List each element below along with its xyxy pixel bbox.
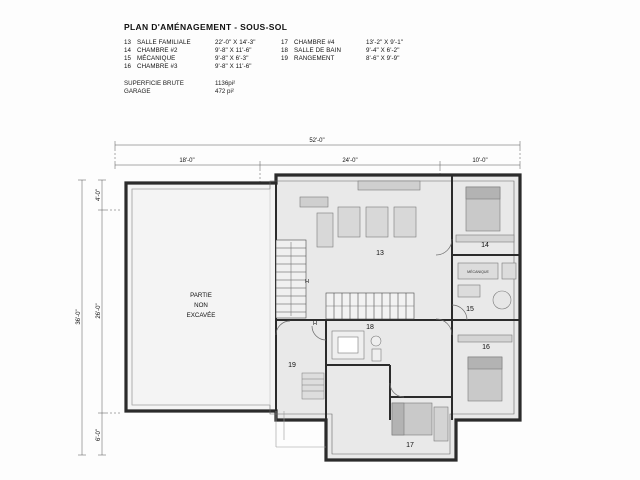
legend-name: CHAMBRE #3: [137, 63, 178, 70]
stairs-central: [326, 293, 414, 319]
area-value: 1136pi²: [215, 80, 236, 87]
legend-dimension: 9'-4" X 6'-2": [366, 47, 400, 54]
legend-block: [124, 22, 426, 95]
legend-dimension: 9'-8" X 11'-6": [215, 47, 252, 54]
plan-svg: [70, 135, 570, 465]
legend-number: 14: [124, 47, 131, 54]
room-number-family: 13: [376, 250, 384, 257]
dim-left-seg-1: 4'-0": [96, 189, 102, 201]
unexcavated-label-line-3: EXCAVÉE: [186, 312, 216, 319]
area-label: SUPERFICIE BRUTE: [124, 80, 184, 87]
legend-number: 13: [124, 39, 131, 46]
legend-row: [281, 39, 426, 46]
legend-row: [124, 47, 281, 54]
legend-number: 19: [281, 55, 288, 62]
dim-top-seg-1: 18'-0": [179, 158, 195, 164]
legend-name: SALLE DE BAIN: [294, 47, 342, 54]
room-number-mechanical: 15: [466, 306, 474, 313]
unexcavated-label-line-1: PARTIE: [190, 292, 212, 299]
legend-dimension: 8'-6" X 9'-9": [366, 55, 400, 62]
legend-name: CHAMBRE #2: [137, 47, 178, 54]
legend-dimension: 13'-2" X 9'-1": [366, 39, 404, 46]
legend-dimension: 22'-0" X 14'-3": [215, 39, 256, 46]
dim-top-seg-2: 24'-0": [342, 158, 358, 164]
bedroom4-furniture: [392, 403, 448, 441]
legend-name: RANGEMENT: [294, 55, 335, 62]
room-number-bedroom3: 16: [482, 344, 490, 351]
dim-top-overall: 52'-0": [309, 138, 325, 144]
area-label: GARAGE: [124, 88, 151, 95]
legend-number: 17: [281, 39, 288, 46]
room-number-bedroom4: 17: [406, 442, 414, 449]
legend-dimension: 9'-8" X 6'-3": [215, 55, 249, 62]
dim-left-seg-2: 26'-0": [96, 303, 102, 319]
legend-number: 18: [281, 47, 288, 54]
dim-top-seg-3: 10'-0": [472, 158, 488, 164]
legend-column-left: [124, 39, 281, 70]
unexcavated-label-line-2: NON: [194, 302, 208, 309]
dim-left-overall: 36'-0": [76, 309, 82, 325]
legend-row: [124, 63, 281, 70]
stairs-upper: [276, 240, 306, 318]
legend-row: [281, 55, 426, 62]
legend-columns: [124, 39, 426, 70]
area-summary: [124, 80, 426, 95]
area-value: 472 pi²: [215, 88, 234, 95]
room-number-bathroom: 18: [366, 324, 374, 331]
legend-row: [281, 47, 426, 54]
room-number-storage: 19: [288, 362, 296, 369]
room-number-bedroom2: 14: [481, 242, 489, 249]
dim-left-seg-3: 6'-0": [96, 429, 102, 441]
hall-marker-upper: H: [305, 279, 309, 285]
legend-number: 15: [124, 55, 131, 62]
plan-drawing: [70, 135, 570, 465]
legend-dimension: 9'-8" X 11'-6": [215, 63, 252, 70]
area-row: [124, 80, 426, 87]
page-title: PLAN D'AMÉNAGEMENT - SOUS-SOL: [124, 22, 288, 32]
mechanical-equipment-label: MÉCANIQUE: [467, 270, 489, 274]
legend-row: [124, 55, 281, 62]
area-row: [124, 88, 426, 95]
legend-name: SALLE FAMILIALE: [137, 39, 191, 46]
legend-name: MÉCANIQUE: [137, 55, 176, 62]
legend-row: [124, 39, 281, 46]
legend-column-right: [281, 39, 426, 70]
hall-marker-lower: H: [313, 321, 317, 327]
legend-name: CHAMBRE #4: [294, 39, 335, 46]
legend-number: 16: [124, 63, 131, 70]
storage-shelving: [302, 373, 324, 399]
